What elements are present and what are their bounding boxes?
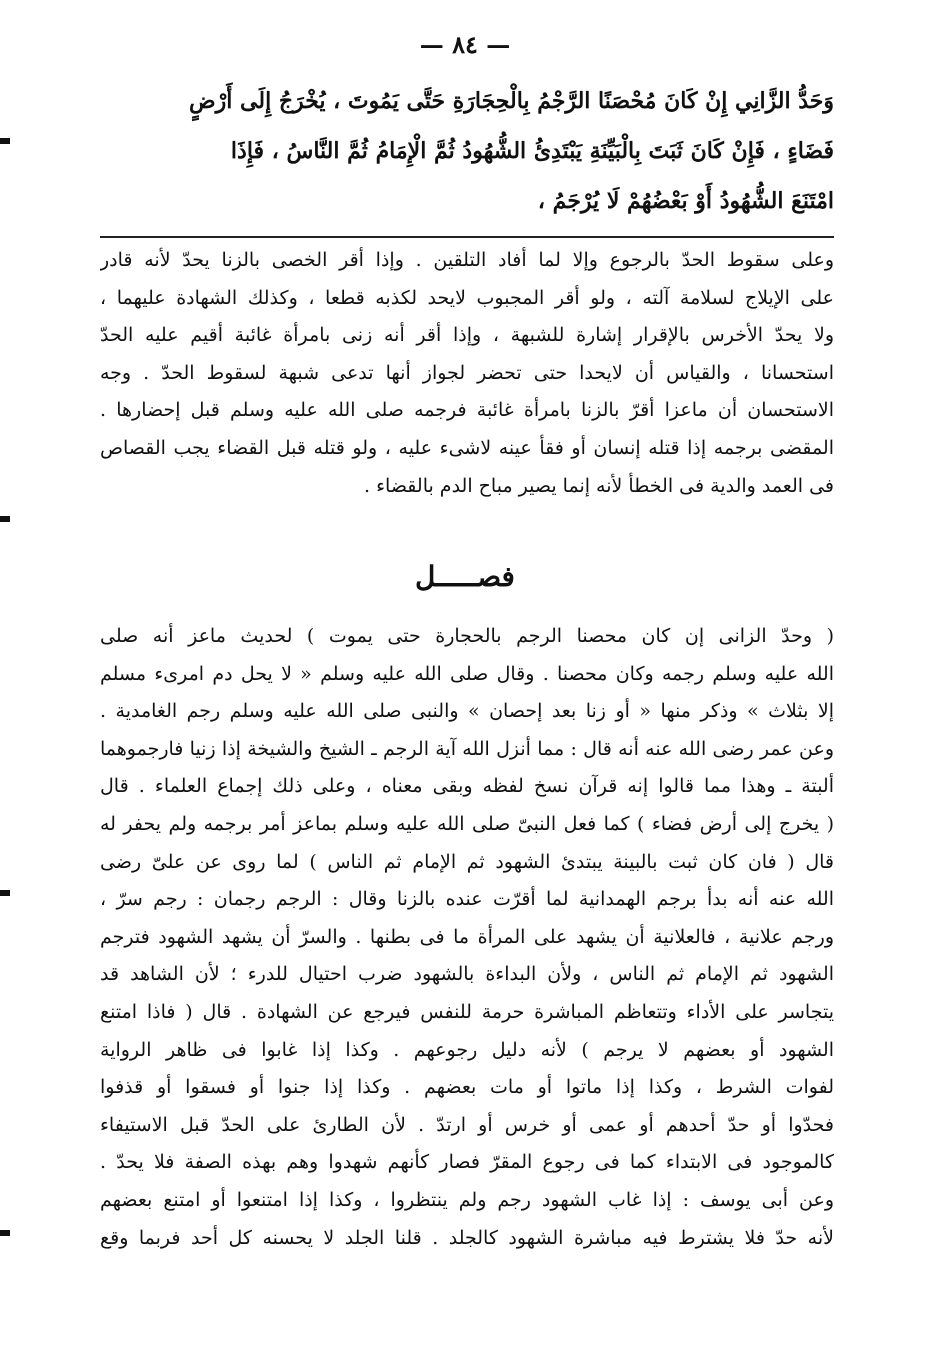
commentary-line: ( وحدّ الزانى إن كان محصنا الرجم بالحجارة حتى يموت ) لحديث ماعز أنه صلى <box>100 625 834 647</box>
main-text-block <box>100 76 834 226</box>
commentary-line: الاستحسان أن ماعزا أقرّ بالزنا بامرأة غائبة فرجمه صلى الله عليه وسلم قبل إحضارها . <box>100 399 834 422</box>
commentary-line: على الإيلاج لسلامة آلته ، ولو أقر المجبوب لايحد لكذبه قطعا ، وكذلك الشهادة عليهما ، <box>100 286 834 309</box>
commentary-line: ولا يحدّ الأخرس بالإقرار إشارة للشبهة ، وإذا أقر أنه زنى بامرأة غائبة أقيم عليه الحدّ <box>100 324 834 347</box>
commentary-line: الشهود أو بعضهم لا يرجم ) لأنه دليل رجوعهم . وكذا إذا غابوا فى ظاهر الرواية <box>100 1038 834 1061</box>
commentary-line: وعن أبى يوسف : إذا غاب الشهود رجم ولم ينتظروا ، وكذا إذا امتنعوا أو امتنع بعضهم <box>100 1188 834 1211</box>
commentary-line: يتجاسر على الأداء وتتعاظم المباشرة حرمة للنفس فيرجع عن الشهادة . قال ( فاذا امتنع <box>100 1000 834 1023</box>
section-title: فصـــــل <box>415 560 515 593</box>
commentary-line: المقضى برجمه إذا قتله إنسان أو فقأ عينه لاشىء عليه ، ولو قتله قبل القضاء يجب القصاص <box>100 436 834 459</box>
commentary-line: ( يخرج إلى أرض فضاء ) كما فعل النبىّ صلى الله عليه وسلم بماعز أمر برجمه ولم يحفر له <box>100 812 834 835</box>
main-text-line: فَضَاءٍ ، فَإِنْ كَانَ ثَبَتَ بِالْبَيِّنَةِ يَبْتَدِئُ الشُّهُودُ ثُمَّ الْإِمَامُ ثُمَّ النَّاسُ ، فَإِذَا <box>230 138 834 164</box>
main-text-line: امْتَنَعَ الشُّهُودُ أَوْ بَعْضُهُمْ لَا يُرْجَمُ ، <box>537 188 834 214</box>
text-divider <box>100 236 834 238</box>
commentary-line: وعلى سقوط الحدّ بالرجوع وإلا لما أفاد التلقين . وإذا أقر الخصى بالزنا يحدّ لأنه قادر <box>100 249 834 271</box>
commentary-block-2 <box>100 618 834 1257</box>
commentary-line: وعن عمر رضى الله عنه أنه قال : مما أنزل الله آية الرجم ـ الشيخ والشيخة إذا زنيا فارجموهما <box>100 737 834 760</box>
margin-mark <box>0 890 10 896</box>
commentary-line: ألبتة ـ وهذا مما قالوا إنه قرآن نسخ لفظه وبقى معناه ، وعلى ذلك إجماع العلماء . قال <box>100 775 834 798</box>
commentary-line: لفوات الشرط ، وكذا إذا ماتوا أو مات بعضهم . وكذا إذا جنوا أو فسقوا أو قذفوا <box>100 1076 834 1099</box>
commentary-line: قال ( فان كان ثبت بالبينة يبتدئ الشهود ثم الإمام ثم الناس ) لما روى عن علىّ رضى <box>100 850 834 873</box>
commentary-line: كالموجود فى الابتداء كما فى رجوع المقرّ فصار كأنهم شهدوا وهم بهذه الصفة فلا يحدّ . <box>100 1151 834 1174</box>
commentary-line: الشهود ثم الإمام ثم الناس ، ولأن البداءة بالشهود ضرب احتيال للدرء ؛ لأن الشاهد قد <box>100 963 834 986</box>
commentary-line: الله عنه أنه بدأ برجم الهمدانية لما أقرّت عنده بالزنا وقال : الرجم رجمان : رجم سرّ ، <box>100 888 834 911</box>
page-number: — ٨٤ — <box>419 30 511 59</box>
commentary-line: إلا بثلاث » وذكر منها « أو زنا بعد إحصان » والنبى صلى الله عليه وسلم رجم الغامدية . <box>100 700 834 723</box>
commentary-line: الله عليه وسلم رجمه وكان محصنا . وقال صلى الله عليه وسلم « لا يحل دم امرىء مسلم <box>100 662 834 685</box>
commentary-line: فى العمد والدية فى الخطأ لأنه إنما يصير مباح الدم بالقضاء . <box>364 474 834 497</box>
commentary-block-1 <box>100 242 834 505</box>
margin-mark <box>0 1230 10 1236</box>
commentary-line: ورجم علانية ، فالعلانية أن يشهد على المرأة ما فى بطنها . والسرّ أن يشهد الشهود فترجم <box>100 925 834 948</box>
margin-mark <box>0 138 10 144</box>
commentary-line: استحسانا ، والقياس أن لايحدا حتى تحضر لجواز أنها تدعى شبهة لسقوط الحدّ . وجه <box>100 361 834 384</box>
margin-mark <box>0 516 10 522</box>
main-text-line: وَحَدُّ الزَّانِي إِنْ كَانَ مُحْصَنًا الرَّجْمُ بِالْحِجَارَةِ حَتَّى يَمُوتَ ، يُخْرَجُ إِلَى أَرْضٍ <box>189 88 834 114</box>
commentary-line: فحدّوا أو حدّ أحدهم أو عمى أو خرس أو ارتدّ . لأن الطارئ على الحدّ قبل الاستيفاء <box>100 1113 834 1136</box>
commentary-line: لأنه حدّ فلا يشترط فيه مباشرة الشهود كالجلد . قلنا الجلد لا يحسنه كل أحد فربما وقع <box>100 1226 834 1249</box>
